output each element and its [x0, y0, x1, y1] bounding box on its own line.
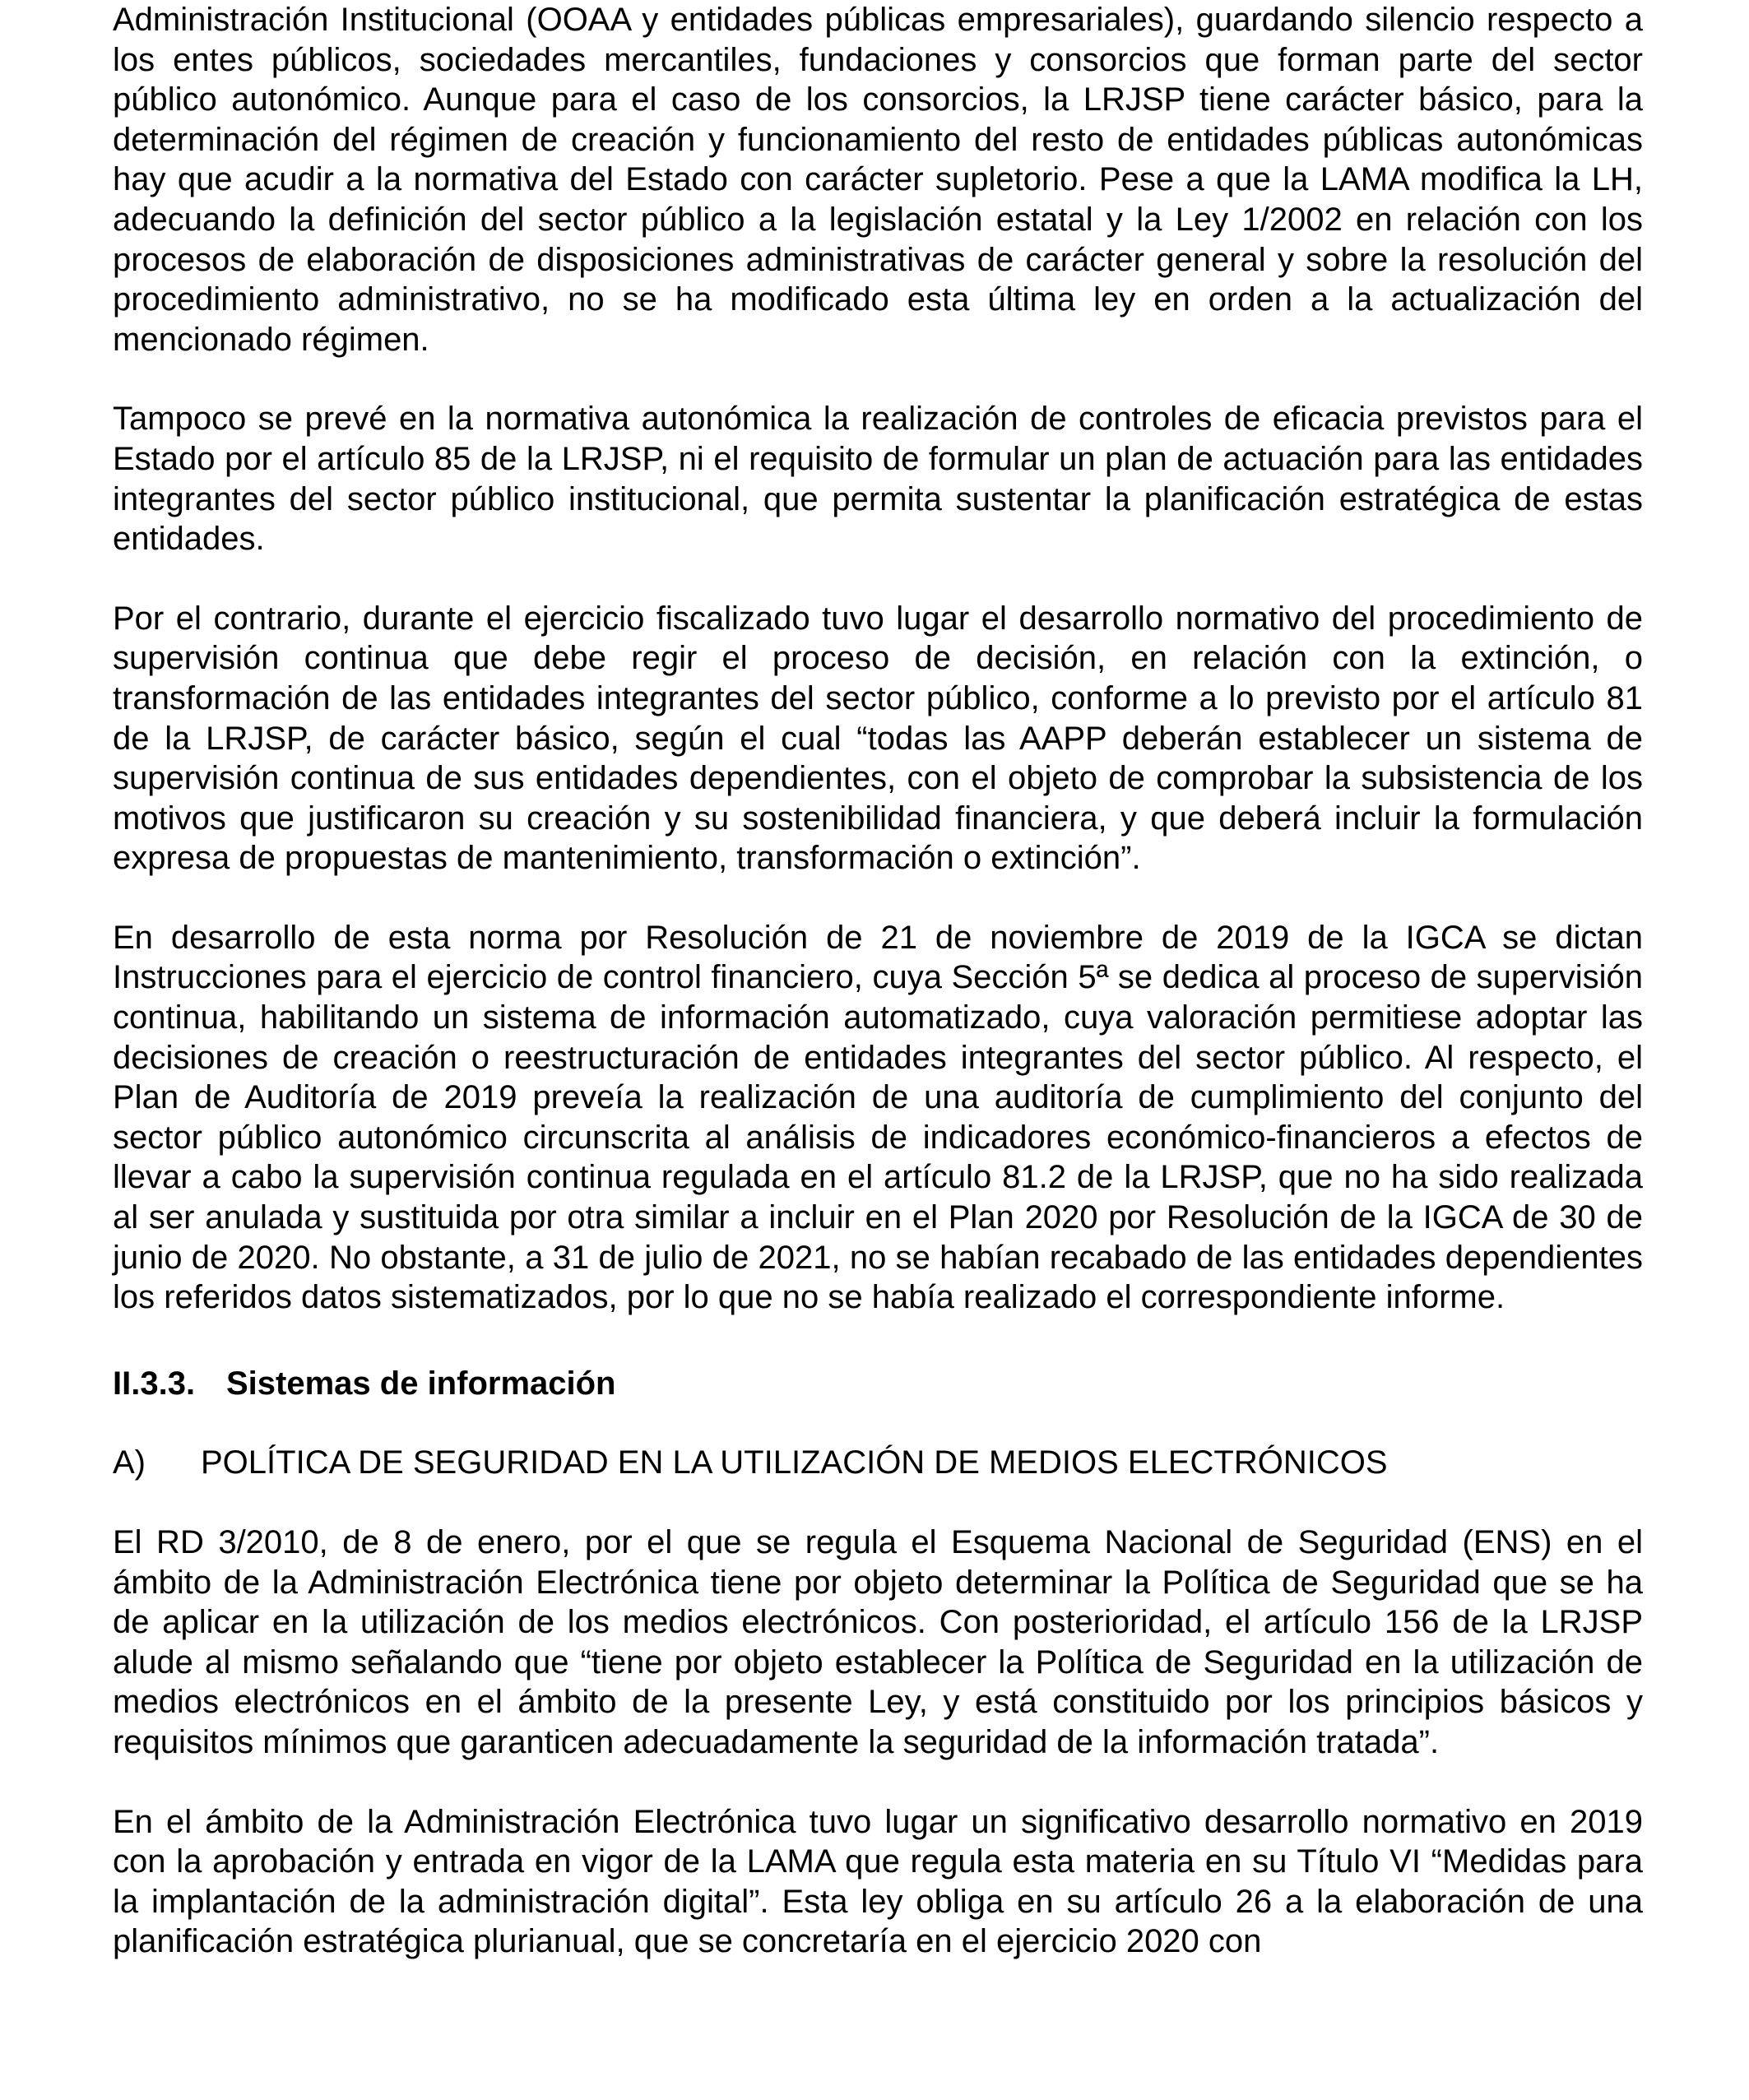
subsection-title: POLÍTICA DE SEGURIDAD EN LA UTILIZACIÓN DE MEDIOS ELECTRÓNICOS: [201, 1444, 1388, 1481]
paragraph-spacer: [113, 1483, 1643, 1523]
paragraph-supervision-continua: Por el contrario, durante el ejercicio fiscalizado tuvo lugar el desarrollo normativo del procedimiento de supervisión continua que debe regir el proceso de decisión, en relación con la extinción, o transformación de las entidades integrantes del sector público, conforme a lo previsto por el artículo 81 de la LRJSP, de carácter básico, según el cual “todas las AAPP deberán establecer un sistema de supervisión continua de sus entidades dependientes, con el objeto de comprobar la subsistencia de los motivos que justificaron su creación y su sostenibilidad financiera, y que deberá incluir la formulación expresa de propuestas de mantenimiento, transformación o extinción”.: [113, 600, 1643, 877]
paragraph-administracion-electronica: En el ámbito de la Administración Electrónica tuvo lugar un significativo desarrollo normativo en 2019 con la aprobación y entrada en vigor de la LAMA que regula esta materia en su Título VI “Medidas para la implantación de la administración digital”. Esta ley obliga en su artículo 26 a la elaboración de una planificación estratégica plurianual, que se concretaría en el ejercicio 2020 con: [113, 1803, 1643, 1960]
paragraph-sector-publico-regimen: Administración Institucional (OOAA y entidades públicas empresariales), guardando silencio respecto a los entes públicos, sociedades mercantiles, fundaciones y consorcios que forman parte del sector público autonómico. Aunque para el caso de los consorcios, la LRJSP tiene carácter básico, para la determinación del régimen de creación y funcionamiento del resto de entidades públicas autonómicas hay que acudir a la normativa del Estado con carácter supletorio. Pese a que la LAMA modifica la LH, adecuando la definición del sector público a la legislación estatal y la Ley 1/2002 en relación con los procesos de elaboración de disposiciones administrativas de carácter general y sobre la resolución del procedimiento administrativo, no se ha modificado esta última ley en orden a la actualización del mencionado régimen.: [113, 2, 1643, 358]
paragraph-controles-eficacia: Tampoco se prevé en la normativa autonómica la realización de controles de eficacia previstos para el Estado por el artículo 85 de la LRJSP, ni el requisito de formular un plan de actuación para las entidades integrantes del sector público institucional, que permita sustentar la planificación estratégica de estas entidades.: [113, 401, 1643, 558]
paragraph-spacer: [113, 559, 1643, 599]
paragraph-spacer: [113, 359, 1643, 399]
document-page: [113, 0, 1643, 1962]
paragraph-spacer: [113, 878, 1643, 918]
subsection-heading: [113, 1443, 1643, 1483]
section-number: II.3.3.: [113, 1365, 196, 1402]
paragraph-spacer: [113, 1318, 1643, 1364]
paragraph-spacer: [113, 1763, 1643, 1802]
section-title: Sistemas de información: [226, 1365, 616, 1402]
subsection-letter: A): [113, 1444, 146, 1481]
section-heading: [113, 1364, 1643, 1404]
paragraph-spacer: [113, 1403, 1643, 1443]
paragraph-ens: El RD 3/2010, de 8 de enero, por el que se regula el Esquema Nacional de Seguridad (ENS) en el ámbito de la Administración Electrónica tiene por objeto determinar la Política de Seguridad que se ha de aplicar en la utilización de los medios electrónicos. Con posterioridad, el artículo 156 de la LRJSP alude al mismo señalando que “tiene por objeto establecer la Política de Seguridad en la utilización de medios electrónicos en el ámbito de la presente Ley, y está constituido por los principios básicos y requisitos mínimos que garanticen adecuadamente la seguridad de la información tratada”.: [113, 1524, 1643, 1760]
paragraph-resolucion-igca: En desarrollo de esta norma por Resolución de 21 de noviembre de 2019 de la IGCA se dictan Instrucciones para el ejercicio de control financiero, cuya Sección 5ª se dedica al proceso de supervisión continua, habilitando un sistema de información automatizado, cuya valoración permitiese adoptar las decisiones de creación o reestructuración de entidades integrantes del sector público. Al respecto, el Plan de Auditoría de 2019 preveía la realización de una auditoría de cumplimiento del conjunto del sector público autonómico circunscrita al análisis de indicadores económico-financieros a efectos de llevar a cabo la supervisión continua regulada en el artículo 81.2 de la LRJSP, que no ha sido realizada al ser anulada y sustituida por otra similar a incluir en el Plan 2020 por Resolución de la IGCA de 30 de junio de 2020. No obstante, a 31 de julio de 2021, no se habían recabado de las entidades dependientes los referidos datos sistematizados, por lo que no se había realizado el correspondiente informe.: [113, 919, 1643, 1316]
